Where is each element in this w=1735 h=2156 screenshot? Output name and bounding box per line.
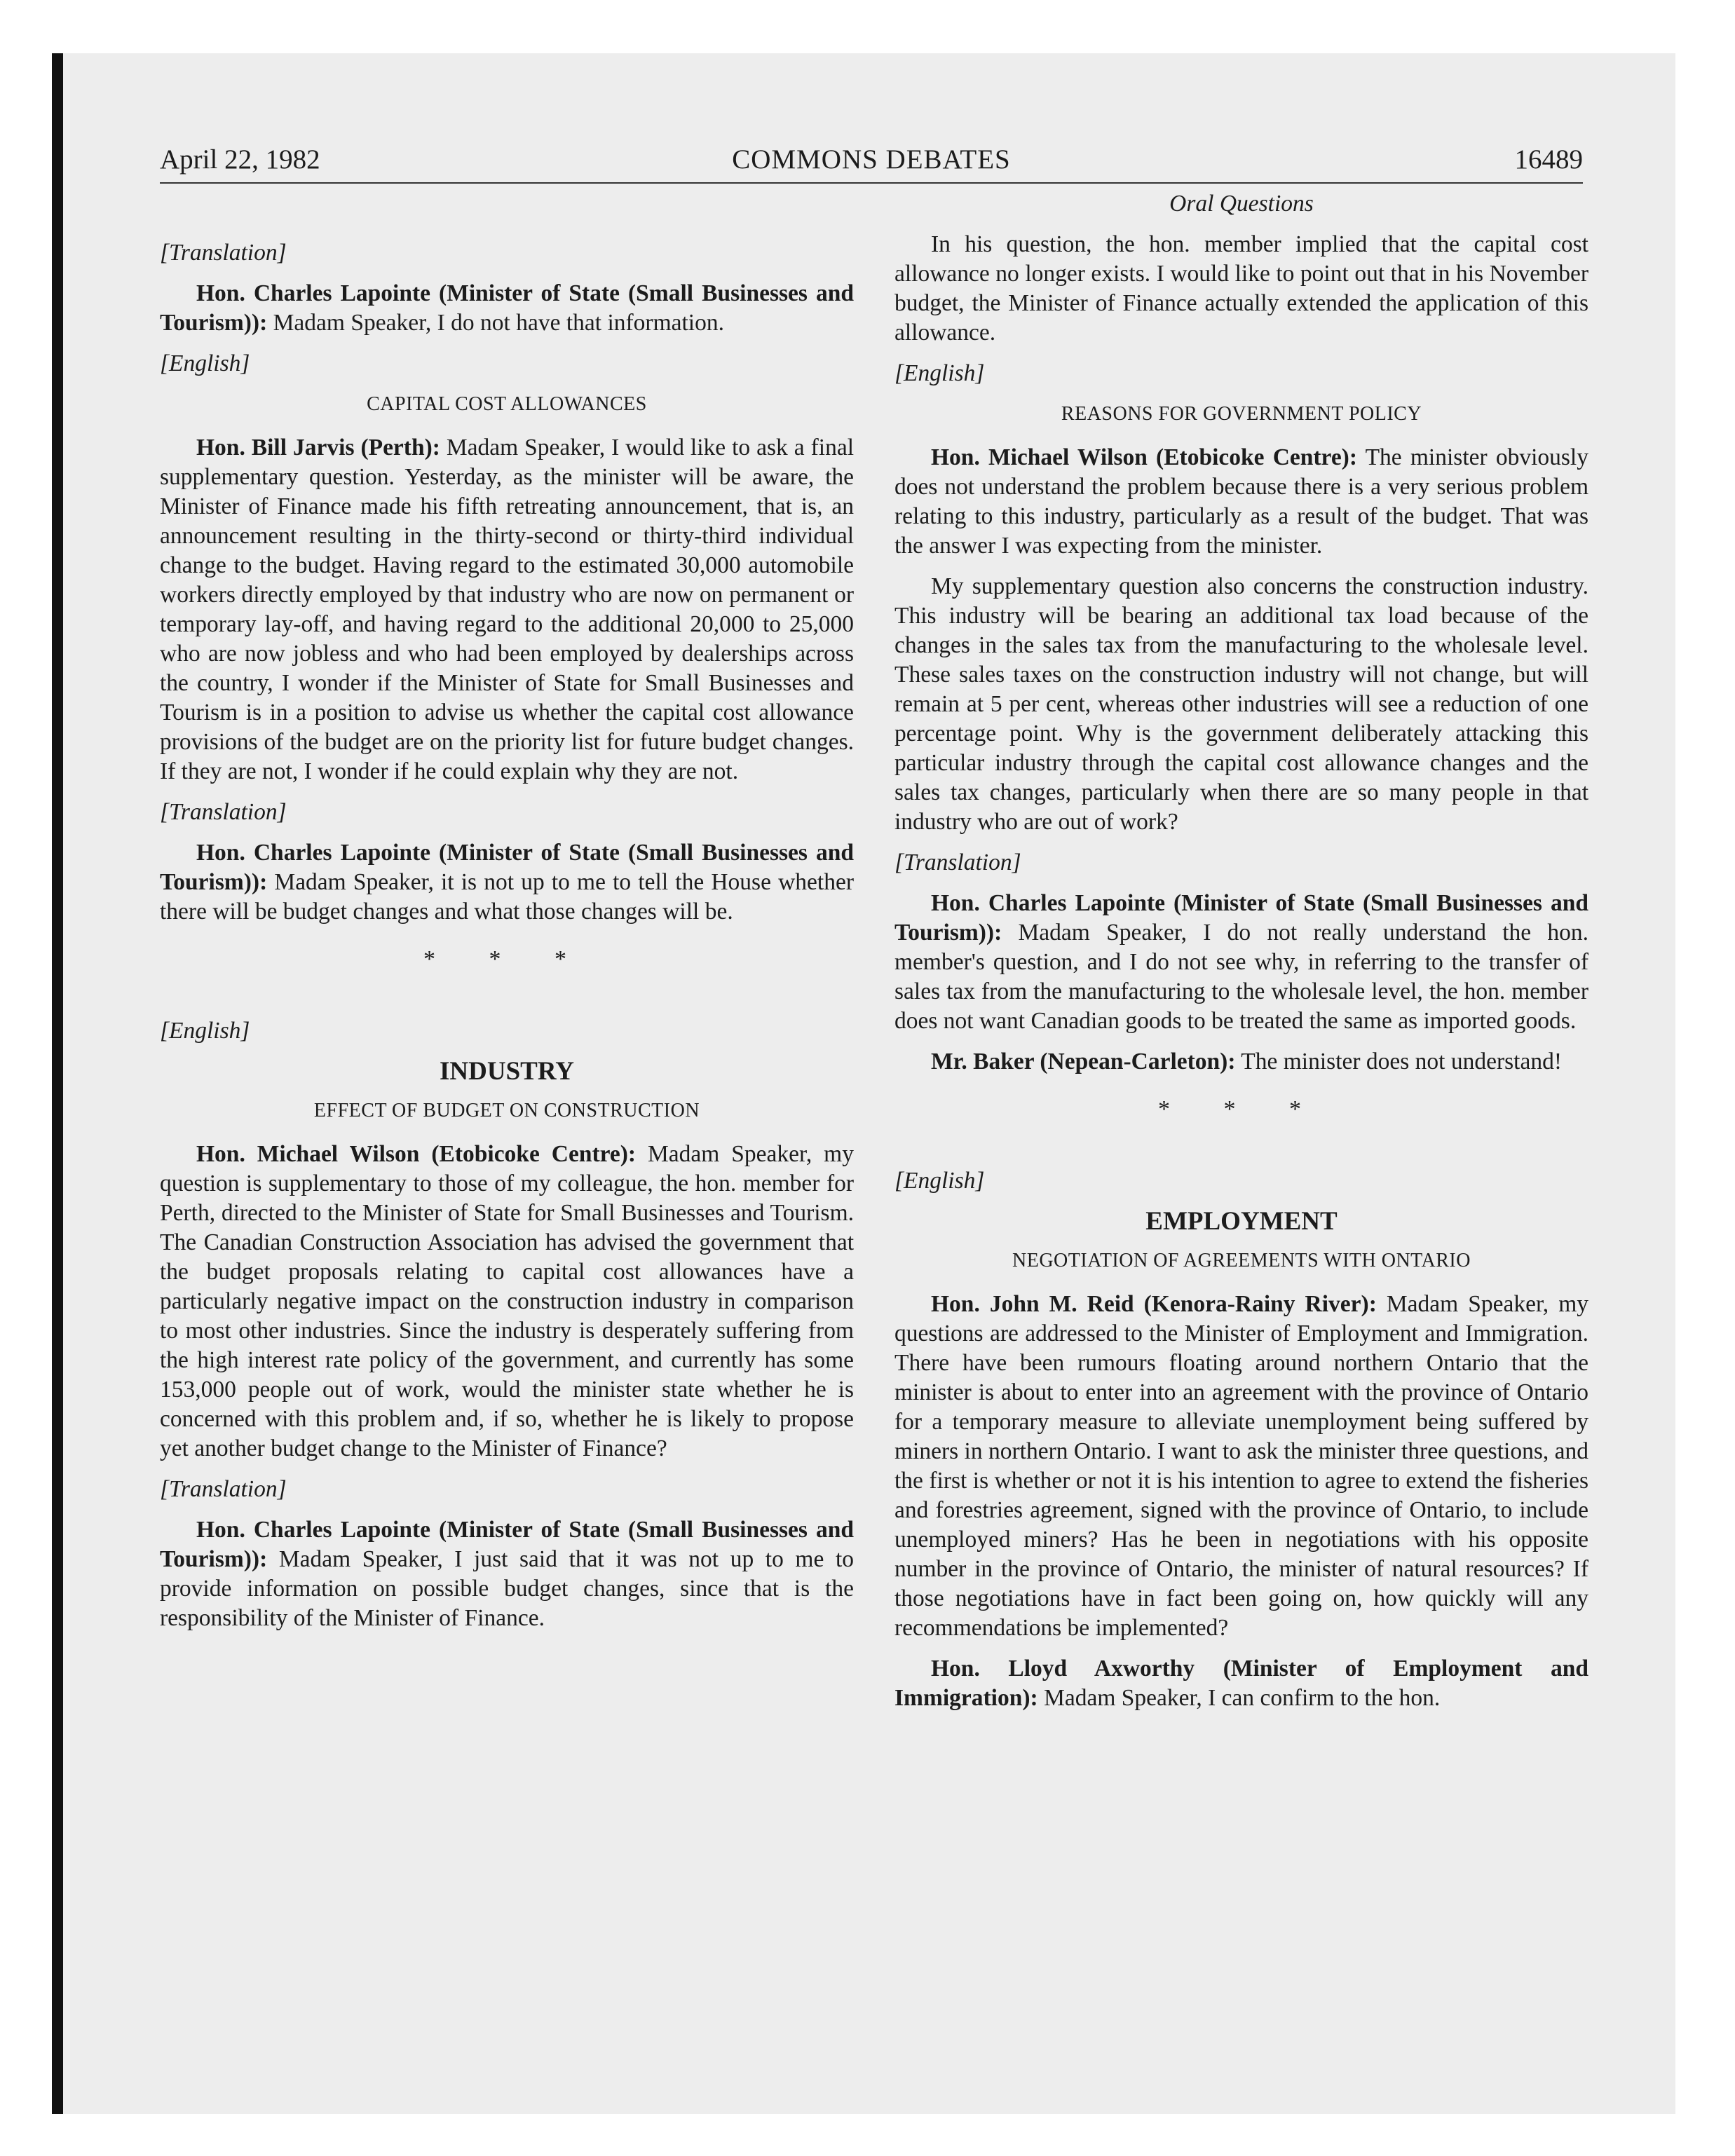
speech-paragraph (160, 1140, 854, 1464)
section-heading: INDUSTRY (440, 1057, 574, 1086)
speaker-name: Hon. Charles Lapointe (Minister of State (Small Businesses and Tourism)): (160, 840, 854, 895)
section-label: Oral Questions (1169, 191, 1314, 217)
speaker-name: Hon. Charles Lapointe (Minister of State (Small Businesses and Tourism)): (160, 1517, 854, 1572)
language-marker: [Translation] (160, 240, 287, 266)
speech-text: Madam Speaker, it is not up to me to tell the House whether there will be budget changes and what those changes will be. (160, 869, 854, 925)
speech-text: Madam Speaker, I can confirm to the hon. (1044, 1685, 1441, 1711)
speech-text: The minister obviously does not understand the problem because there is a very serious problem relating to this industry, particularly as a result of the budget. That was the answer I was expecting from the minister. (894, 444, 1588, 559)
speech-text: Madam Speaker, I do not really understand the hon. member's question, and I do not see why, in referring to the transfer of sales tax from the manufacturing to the wholesale level, the hon. member does not want Canadian goods to be treated the same as imported goods. (894, 920, 1588, 1034)
page-header (160, 140, 1583, 184)
language-marker: [English] (160, 1018, 250, 1044)
language-marker: [Translation] (894, 850, 1021, 875)
speech-text: Madam Speaker, my questions are addressed to the Minister of Employment and Immigration. There have been rumours floating around northern Ontario that the minister is about to enter into an agreement with the province of Ontario for a temporary measure to alleviate unemployment being suffered by miners in northern Ontario. I want to ask the minister three questions, and the first is whether or not it is his intention to agree to extend the fisheries and forestries agreement, signed with the province of Ontario, to include unemployed miners? Has he been in negotiations with his opposite number in the province of Ontario, the minister of natural resources? If those negotiations have in fact been going on, how quickly will any recommendations be implemented? (894, 1291, 1589, 1641)
subject-heading: REASONS FOR GOVERNMENT POLICY (1061, 403, 1422, 425)
speaker-name: Hon. Charles Lapointe (Minister of State (Small Businesses and Tourism)): (160, 280, 854, 336)
speech-text: Madam Speaker, I do not have that information. (273, 310, 724, 336)
speaker-name: Hon. Michael Wilson (Etobicoke Centre): (196, 1141, 637, 1167)
continued-paragraph: My supplementary question also concerns the construction industry. This industry will be bearing an additional tax load because of the changes in the sales tax from the manufacturing to the wholesale level. These sales taxes on the construction industry will not change, but will remain at 5 per cent, whereas other industries will see a reduction of one percentage point. Why is the government deliberately attacking this particular industry through the capital cost allowance changes and the sales tax changes, particularly when there are so many people in that industry who are out of work? (894, 573, 1588, 835)
scan-edge (52, 53, 63, 2114)
speaker-name: Hon. Charles Lapointe (Minister of State (Small Businesses and Tourism)): (894, 890, 1588, 946)
language-marker: [English] (894, 1168, 985, 1194)
speech-text: The minister does not understand! (1241, 1049, 1563, 1074)
language-marker: [English] (894, 360, 985, 386)
speech-paragraph (894, 1047, 1588, 1077)
speech-paragraph (894, 1290, 1588, 1643)
subject-heading: NEGOTIATION OF AGREEMENTS WITH ONTARIO (1012, 1250, 1471, 1271)
language-marker: [English] (160, 350, 250, 376)
left-column (160, 238, 854, 1644)
header-date: April 22, 1982 (160, 144, 320, 175)
speech-paragraph (160, 279, 854, 338)
speech-paragraph (160, 838, 854, 927)
speaker-name: Hon. John M. Reid (Kenora-Rainy River): (931, 1291, 1377, 1317)
continued-paragraph: In his question, the hon. member implied that the capital cost allowance no longer exists. I would like to point out that in his November budget, the Minister of Finance actually extended the application of this allowance. (894, 231, 1588, 346)
speech-paragraph (894, 443, 1588, 561)
speaker-name: Hon. Bill Jarvis (Perth): (196, 435, 440, 460)
speech-paragraph (894, 1654, 1588, 1713)
speech-text: Madam Speaker, I would like to ask a final supplementary question. Yesterday, as the minister will be aware, the Minister of Finance made his fifth retreating announcement, that is, an announcement resulting in the thirty-second or thirty-third individual change to the budget. Having regard to the estimated 30,000 automobile workers directly employed by that industry who are now on permanent or temporary lay-off, and having regard to the additional 20,000 to 25,000 who are now jobless and who had been employed by dealerships across the country, I wonder if the Minister of State for Small Businesses and Tourism is in a position to advise us whether the capital cost allowance provisions of the budget are on the priority list for future budget changes. If they are not, I wonder if he could explain why they are not. (160, 435, 854, 784)
subject-heading: CAPITAL COST ALLOWANCES (367, 393, 647, 415)
section-separator: * * * (423, 946, 590, 972)
language-marker: [Translation] (160, 1476, 287, 1502)
speaker-name: Hon. Lloyd Axworthy (Minister of Employment and Immigration): (894, 1656, 1588, 1711)
header-title: COMMONS DEBATES (732, 144, 1011, 175)
speech-paragraph (160, 433, 854, 786)
header-page-number: 16489 (1514, 144, 1583, 175)
speech-text: Madam Speaker, I just said that it was not up to me to provide information on possible budget changes, since that is the responsibility of the Minister of Finance. (160, 1546, 855, 1631)
speech-text: Madam Speaker, my question is supplementary to those of my colleague, the hon. member for Perth, directed to the Minister of State for Small Businesses and Tourism. The Canadian Construction Association has advised the government that the budget proposals relating to capital cost allowances have a particularly negative impact on the construction industry in comparison to most other industries. Since the industry is desperately suffering from the high interest rate policy of the government, and currently has some 153,000 people out of work, would the minister state whether he is concerned with this problem and, if so, whether he is likely to propose yet another budget change to the Minister of Finance? (160, 1141, 854, 1461)
speech-paragraph (160, 1515, 854, 1633)
speaker-name: Mr. Baker (Nepean-Carleton): (931, 1049, 1236, 1074)
speaker-name: Hon. Michael Wilson (Etobicoke Centre): (931, 444, 1357, 470)
right-column (894, 189, 1588, 1724)
section-separator: * * * (1158, 1096, 1325, 1122)
language-marker: [Translation] (160, 799, 287, 825)
subject-heading: EFFECT OF BUDGET ON CONSTRUCTION (313, 1100, 700, 1121)
section-heading: EMPLOYMENT (1145, 1207, 1338, 1236)
speech-paragraph (894, 889, 1588, 1036)
